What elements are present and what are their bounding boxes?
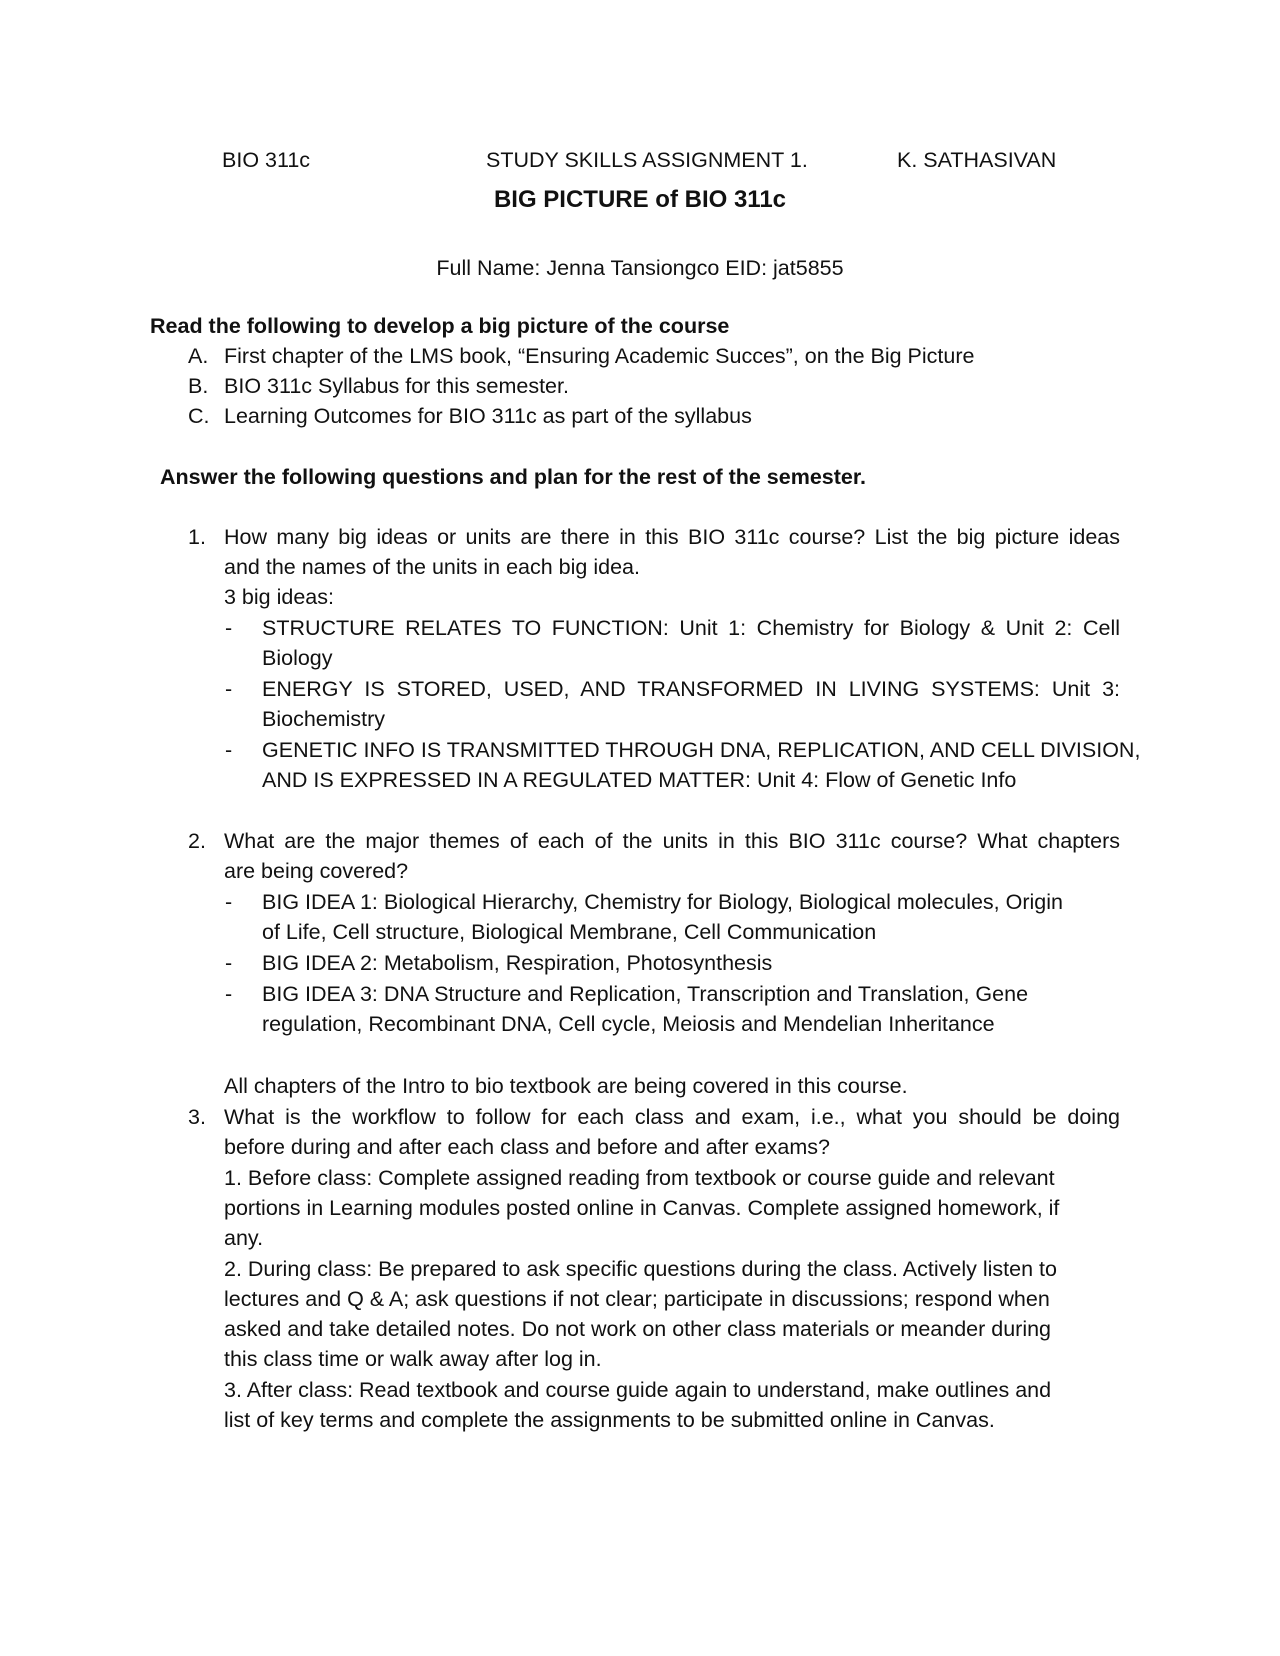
student-info: Full Name: Jenna Tansiongco EID: jat5855 bbox=[436, 256, 844, 280]
reading-item: Learning Outcomes for BIO 311c as part of the syllabus bbox=[224, 404, 752, 428]
question-number: 3. bbox=[188, 1105, 206, 1129]
workflow-step: portions in Learning modules posted online in Canvas. Complete assigned homework, if bbox=[224, 1196, 1060, 1220]
bullet-dash: - bbox=[225, 951, 233, 975]
bullet-text: BIG IDEA 1: Biological Hierarchy, Chemistry for Biology, Biological molecules, Origin bbox=[262, 890, 1063, 914]
bullet-text: ENERGY IS STORED, USED, AND TRANSFORMED IN LIVING SYSTEMS: Unit 3: bbox=[262, 677, 1120, 701]
question-text: How many big ideas or units are there in this BIO 311c course? List the big picture ideas bbox=[224, 525, 1120, 549]
answer-heading: Answer the following questions and plan for the rest of the semester. bbox=[160, 465, 867, 489]
list-marker: A. bbox=[188, 344, 209, 368]
list-marker: B. bbox=[188, 374, 209, 398]
answer-text: All chapters of the Intro to bio textbook are being covered in this course. bbox=[224, 1074, 908, 1098]
bullet-text: BIG IDEA 2: Metabolism, Respiration, Photosynthesis bbox=[262, 951, 773, 975]
header-instructor: K. SATHASIVAN bbox=[897, 148, 1057, 172]
question-number: 2. bbox=[188, 829, 206, 853]
bullet-text: Biology bbox=[262, 646, 333, 670]
question-text: before during and after each class and before and after exams? bbox=[224, 1135, 830, 1159]
bullet-dash: - bbox=[225, 890, 233, 914]
bullet-text: AND IS EXPRESSED IN A REGULATED MATTER: Unit 4: Flow of Genetic Info bbox=[262, 768, 1017, 792]
reading-item: First chapter of the LMS book, “Ensuring Academic Succes”, on the Big Picture bbox=[224, 344, 975, 368]
bullet-text: STRUCTURE RELATES TO FUNCTION: Unit 1: Chemistry for Biology & Unit 2: Cell bbox=[262, 616, 1120, 640]
workflow-step: 3. After class: Read textbook and course guide again to understand, make outlines and bbox=[224, 1378, 1052, 1402]
bullet-text: regulation, Recombinant DNA, Cell cycle, Meiosis and Mendelian Inheritance bbox=[262, 1012, 995, 1036]
workflow-step: 2. During class: Be prepared to ask specific questions during the class. Actively listen to bbox=[224, 1257, 1057, 1281]
question-text: What are the major themes of each of the units in this BIO 311c course? What chapters bbox=[224, 829, 1120, 853]
reading-item: BIO 311c Syllabus for this semester. bbox=[224, 374, 569, 398]
bullet-dash: - bbox=[225, 677, 233, 701]
question-text: are being covered? bbox=[224, 859, 409, 883]
document-title: BIG PICTURE of BIO 311c bbox=[493, 186, 787, 213]
bullet-text: Biochemistry bbox=[262, 707, 386, 731]
bullet-dash: - bbox=[225, 982, 233, 1006]
list-marker: C. bbox=[188, 404, 210, 428]
workflow-step: any. bbox=[224, 1226, 264, 1250]
workflow-step: list of key terms and complete the assignments to be submitted online in Canvas. bbox=[224, 1408, 995, 1432]
reading-heading: Read the following to develop a big picture of the course bbox=[150, 314, 730, 338]
workflow-step: asked and take detailed notes. Do not work on other class materials or meander during bbox=[224, 1317, 1052, 1341]
question-text: What is the workflow to follow for each class and exam, i.e., what you should be doing bbox=[224, 1105, 1120, 1129]
bullet-text: of Life, Cell structure, Biological Membrane, Cell Communication bbox=[262, 920, 877, 944]
header-assignment: STUDY SKILLS ASSIGNMENT 1. bbox=[486, 148, 808, 172]
question-text: and the names of the units in each big idea. bbox=[224, 555, 640, 579]
question-number: 1. bbox=[188, 525, 206, 549]
bullet-text: GENETIC INFO IS TRANSMITTED THROUGH DNA, REPLICATION, AND CELL DIVISION, bbox=[262, 738, 1141, 762]
bullet-text: BIG IDEA 3: DNA Structure and Replication, Transcription and Translation, Gene bbox=[262, 982, 1029, 1006]
bullet-dash: - bbox=[225, 616, 233, 640]
answer-text: 3 big ideas: bbox=[224, 585, 334, 609]
workflow-step: lectures and Q & A; ask questions if not clear; participate in discussions; respond when bbox=[224, 1287, 1050, 1311]
header-course: BIO 311c bbox=[222, 148, 311, 172]
bullet-dash: - bbox=[225, 738, 233, 762]
workflow-step: 1. Before class: Complete assigned reading from textbook or course guide and relevant bbox=[224, 1166, 1055, 1190]
workflow-step: this class time or walk away after log in. bbox=[224, 1347, 602, 1371]
